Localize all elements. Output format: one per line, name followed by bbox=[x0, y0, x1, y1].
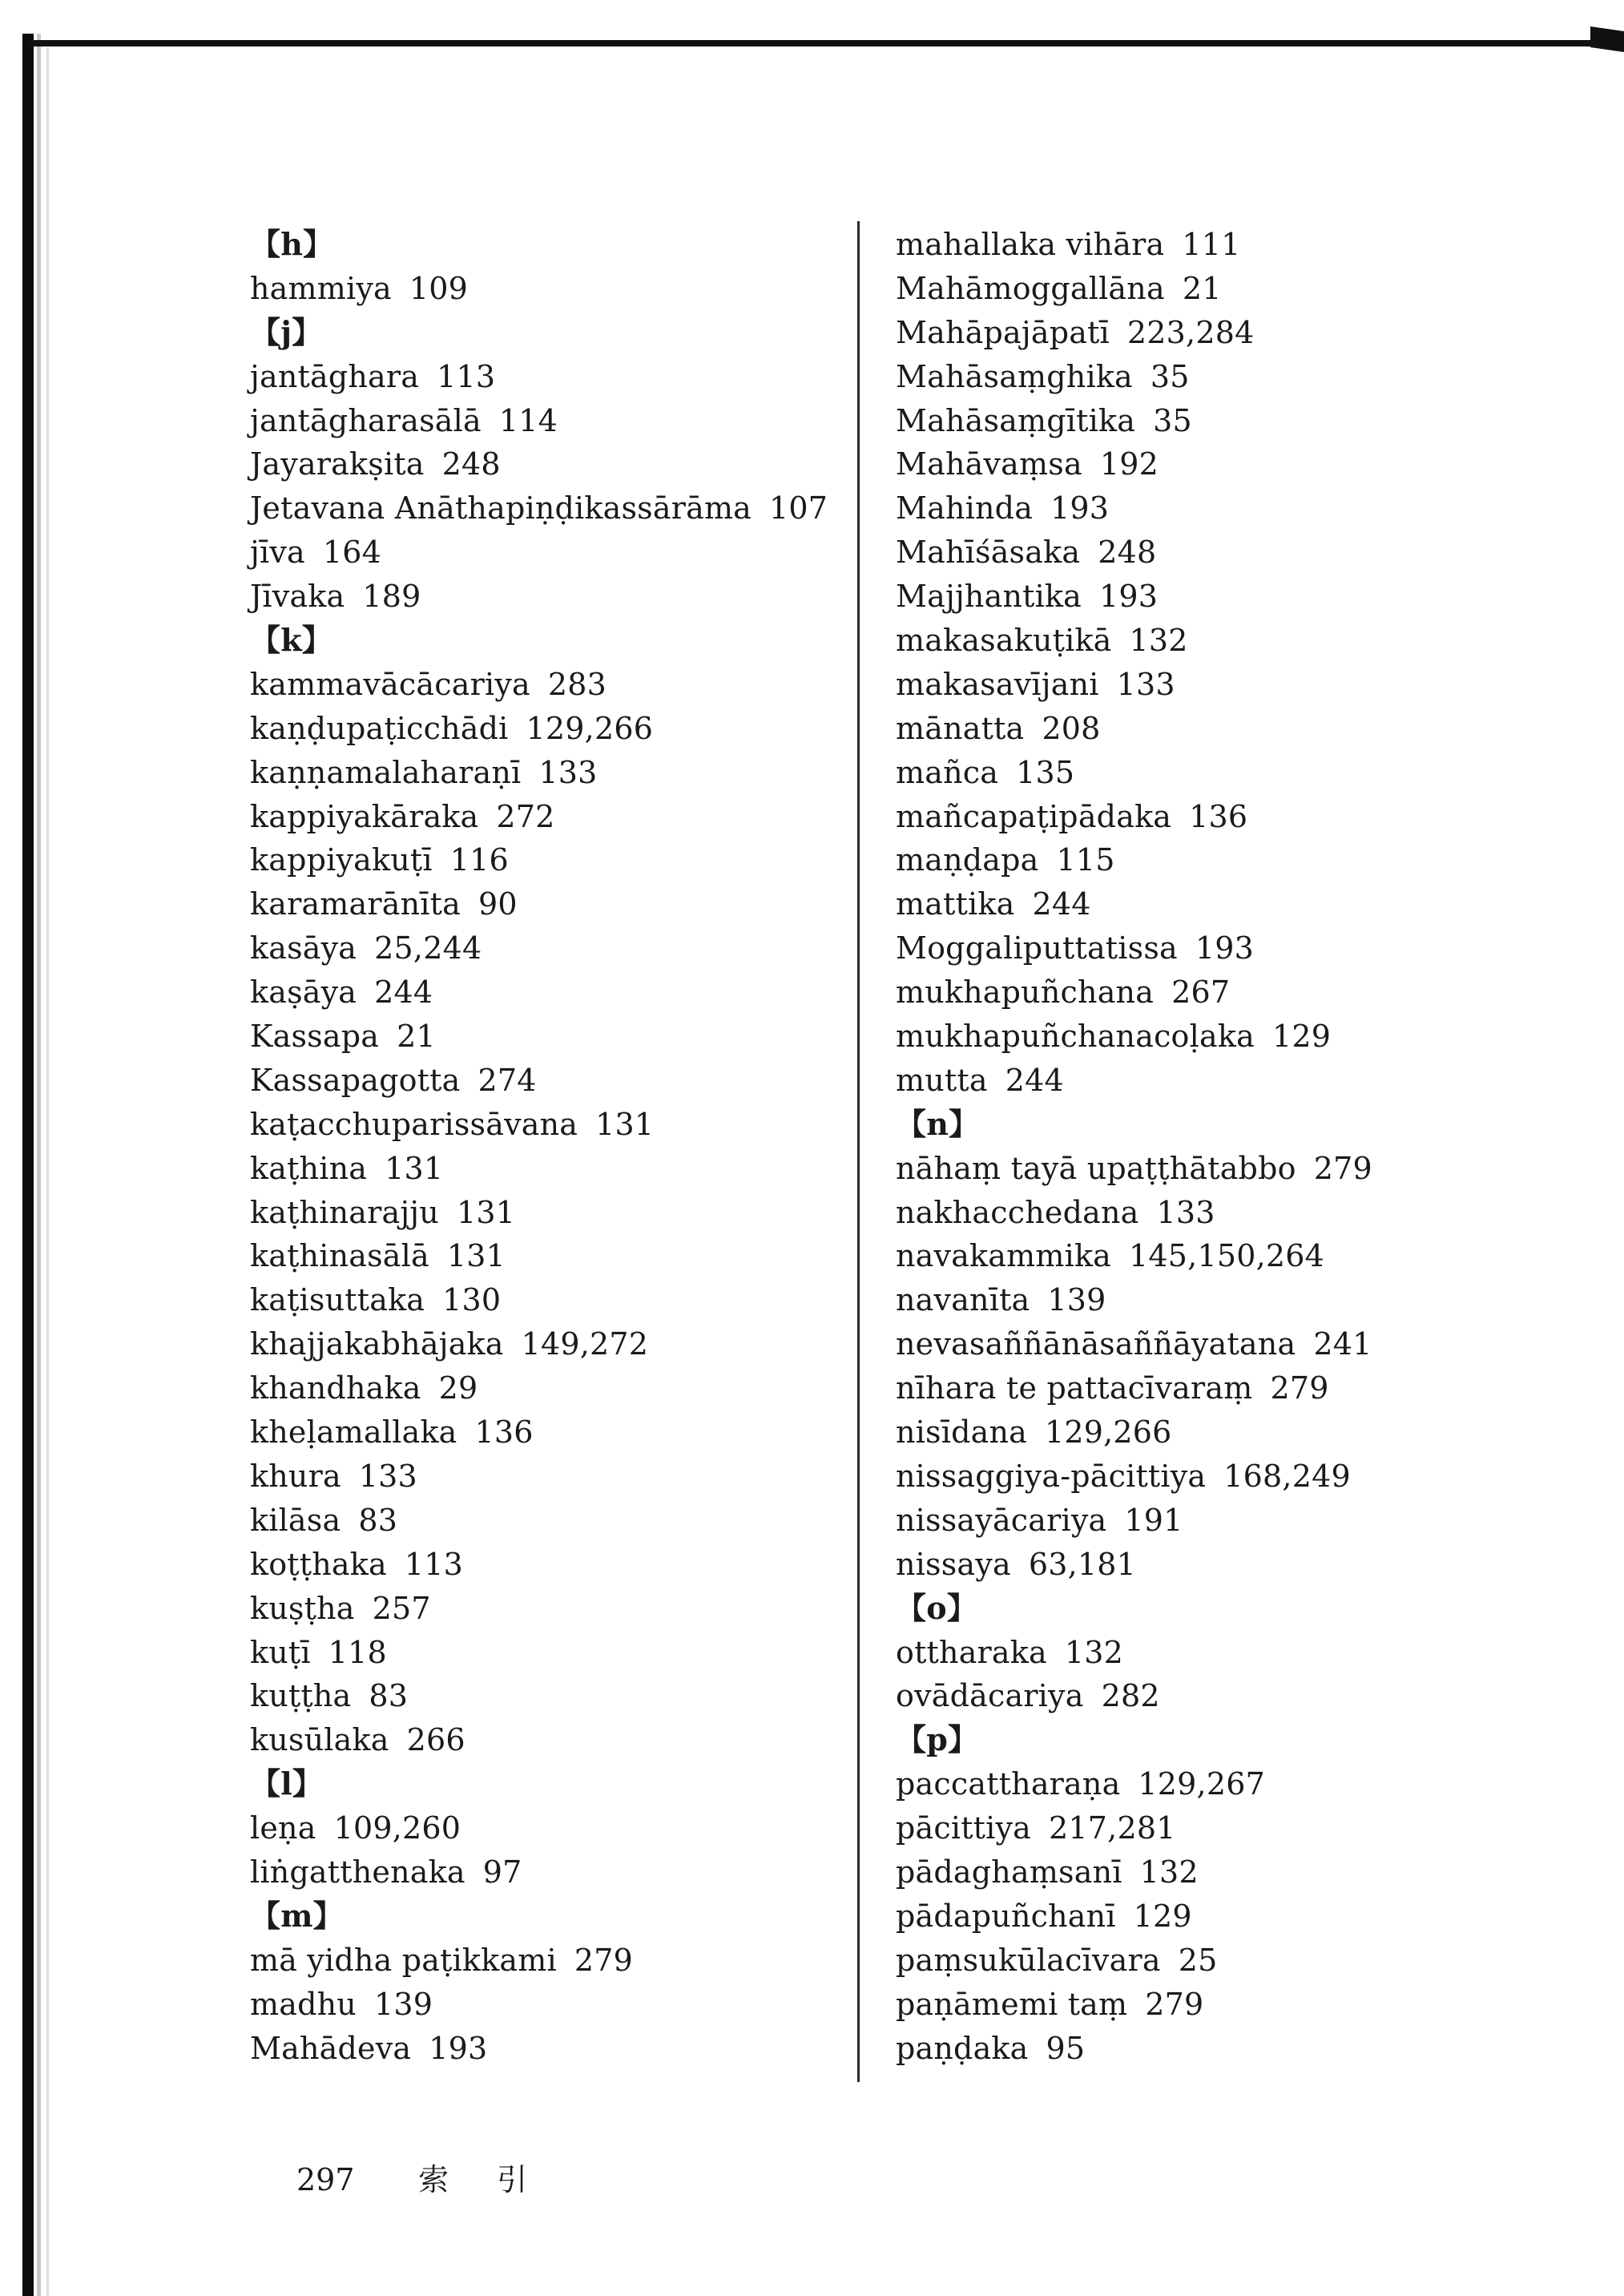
index-page-refs: 133 bbox=[1116, 666, 1175, 702]
index-page-refs: 282 bbox=[1101, 1678, 1160, 1714]
index-entry bbox=[896, 223, 1505, 267]
index-term: kaṭhinasālā bbox=[250, 1238, 429, 1274]
index-term: pādapuñchanī bbox=[896, 1898, 1116, 1934]
index-entry bbox=[896, 1850, 1505, 1895]
index-term: kaṭhina bbox=[250, 1150, 368, 1186]
index-page-refs: 107 bbox=[769, 490, 828, 527]
index-entry bbox=[250, 1278, 859, 1322]
index-term: mukhapuñchana bbox=[896, 974, 1155, 1011]
index-page-refs: 21 bbox=[397, 1019, 436, 1055]
index-entry bbox=[896, 355, 1505, 399]
index-term: ovādācariya bbox=[896, 1678, 1084, 1714]
index-entry bbox=[250, 838, 859, 882]
index-term: nissayācariya bbox=[896, 1502, 1107, 1538]
index-page-refs: 109,260 bbox=[333, 1810, 461, 1846]
index-term: makasakuṭikā bbox=[896, 623, 1112, 659]
index-term: kasāya bbox=[250, 930, 357, 966]
index-entry bbox=[896, 1674, 1505, 1718]
index-term: jantāghara bbox=[250, 358, 420, 394]
index-entry bbox=[250, 1366, 859, 1410]
index-term: Jetavana Anāthapiṇḍikassārāma bbox=[250, 490, 752, 527]
index-entry bbox=[896, 1543, 1505, 1587]
index-term: mañcapaṭipādaka bbox=[896, 798, 1172, 834]
section-letter-heading: 【o】 bbox=[896, 1589, 977, 1626]
index-entry bbox=[896, 1059, 1505, 1103]
index-term: koṭṭhaka bbox=[250, 1546, 387, 1582]
index-term: karamarānīta bbox=[250, 886, 461, 922]
index-page-refs: 129,266 bbox=[1045, 1414, 1172, 1451]
index-page-refs: 193 bbox=[1099, 579, 1159, 615]
index-page-refs: 95 bbox=[1046, 2030, 1086, 2066]
index-term: hammiya bbox=[250, 270, 392, 306]
index-page-refs: 217,281 bbox=[1049, 1810, 1176, 1846]
index-term: mañca bbox=[896, 754, 999, 790]
index-entry bbox=[250, 1322, 859, 1366]
index-term: Mahāvaṃsa bbox=[896, 446, 1082, 482]
section-letter-heading: 【n】 bbox=[896, 1105, 980, 1142]
index-entry bbox=[896, 486, 1505, 531]
index-term: Moggaliputtatissa bbox=[896, 930, 1178, 966]
index-page-refs: 129,266 bbox=[526, 710, 654, 746]
index-page-refs: 279 bbox=[1313, 1150, 1372, 1186]
index-term: nakhacchedana bbox=[896, 1194, 1139, 1230]
index-page-refs: 109 bbox=[409, 270, 469, 306]
index-page-refs: 114 bbox=[498, 402, 558, 438]
index-entry bbox=[896, 2027, 1505, 2071]
index-page-refs: 129 bbox=[1133, 1898, 1192, 1934]
index-entry bbox=[896, 267, 1505, 311]
page-number: 297 bbox=[296, 2162, 355, 2197]
index-page-refs: 168,249 bbox=[1223, 1458, 1351, 1494]
index-term: jīva bbox=[250, 535, 305, 571]
scan-binding-edge-inner bbox=[46, 48, 49, 2296]
index-entry bbox=[250, 1234, 859, 1278]
index-term: mukhapuñchanacoḷaka bbox=[896, 1019, 1255, 1055]
index-term: kaṇḍupaṭicchādi bbox=[250, 710, 509, 746]
index-page-refs: 132 bbox=[1064, 1634, 1123, 1670]
index-entry bbox=[896, 751, 1505, 795]
index-page-refs: 131 bbox=[456, 1194, 516, 1230]
index-term: paṇḍaka bbox=[896, 2030, 1029, 2066]
index-term: liṅgatthenaka bbox=[250, 1854, 465, 1890]
index-entry bbox=[896, 926, 1505, 970]
index-term: kuṣṭha bbox=[250, 1590, 355, 1626]
index-term: Jīvaka bbox=[250, 579, 345, 615]
index-entry bbox=[250, 663, 859, 707]
index-term: mattika bbox=[896, 886, 1015, 922]
index-term: jantāgharasālā bbox=[250, 402, 482, 438]
index-entry bbox=[896, 1806, 1505, 1850]
index-page-refs: 189 bbox=[362, 579, 421, 615]
index-term: nissaya bbox=[896, 1546, 1011, 1582]
index-term: kaṭisuttaka bbox=[250, 1282, 425, 1318]
index-term: navakammika bbox=[896, 1238, 1112, 1274]
index-page-refs: 131 bbox=[446, 1238, 506, 1274]
index-term: nīhara te pattacīvaraṃ bbox=[896, 1370, 1253, 1406]
index-page-refs: 132 bbox=[1139, 1854, 1199, 1890]
index-entry bbox=[896, 1234, 1505, 1278]
index-term: Mahāsaṃghika bbox=[896, 358, 1133, 394]
index-entry bbox=[896, 1499, 1505, 1543]
index-entry bbox=[250, 355, 859, 399]
index-entry bbox=[250, 882, 859, 926]
index-term: pācittiya bbox=[896, 1810, 1032, 1846]
index-term: khajjakabhājaka bbox=[250, 1326, 504, 1362]
index-term: navanīta bbox=[896, 1282, 1030, 1318]
index-page-refs: 115 bbox=[1056, 842, 1115, 878]
index-entry bbox=[250, 1718, 859, 1762]
index-entry bbox=[250, 1587, 859, 1631]
index-entry bbox=[250, 1983, 859, 2027]
index-page-refs: 208 bbox=[1042, 710, 1101, 746]
index-page-refs: 135 bbox=[1016, 754, 1075, 790]
index-entry bbox=[896, 707, 1505, 751]
index-page-refs: 279 bbox=[1270, 1370, 1329, 1406]
index-term: kaṇṇamalaharaṇī bbox=[250, 754, 522, 790]
index-entry bbox=[896, 531, 1505, 575]
index-entry bbox=[896, 1939, 1505, 1983]
index-entry bbox=[250, 486, 859, 531]
scan-binding-shadow bbox=[22, 34, 34, 2296]
index-page-refs: 139 bbox=[373, 1986, 433, 2022]
index-term: ottharaka bbox=[896, 1634, 1047, 1670]
index-entry bbox=[896, 1455, 1505, 1499]
index-page-refs: 29 bbox=[438, 1370, 478, 1406]
index-term: kusūlaka bbox=[250, 1722, 389, 1758]
section-letter-heading: 【m】 bbox=[250, 1897, 344, 1934]
index-entry bbox=[250, 926, 859, 970]
index-entry bbox=[250, 970, 859, 1015]
index-term: paccattharaṇa bbox=[896, 1766, 1121, 1802]
index-page-refs: 113 bbox=[404, 1546, 463, 1582]
index-term: kappiyakuṭī bbox=[250, 842, 433, 878]
index-page-refs: 118 bbox=[328, 1634, 387, 1670]
index-page-refs: 136 bbox=[474, 1414, 534, 1451]
index-page-refs: 223,284 bbox=[1126, 314, 1255, 350]
index-term: Kassapa bbox=[250, 1019, 380, 1055]
index-page-refs: 131 bbox=[595, 1106, 655, 1142]
scan-binding-edge bbox=[37, 34, 41, 2296]
index-term: Jayarakṣita bbox=[250, 446, 425, 482]
index-entry bbox=[250, 399, 859, 443]
index-entry bbox=[250, 1059, 859, 1103]
index-page-refs: 83 bbox=[369, 1678, 409, 1714]
index-entry bbox=[896, 882, 1505, 926]
index-entry bbox=[896, 1322, 1505, 1366]
index-entry bbox=[250, 1455, 859, 1499]
index-term: khandhaka bbox=[250, 1370, 421, 1406]
index-entry bbox=[896, 1983, 1505, 2027]
index-page-refs: 279 bbox=[1145, 1986, 1204, 2022]
index-entry bbox=[250, 1543, 859, 1587]
index-page-refs: 116 bbox=[449, 842, 509, 878]
index-page-refs: 90 bbox=[478, 886, 518, 922]
index-entry bbox=[896, 399, 1505, 443]
index-term: pādaghaṃsanī bbox=[896, 1854, 1122, 1890]
index-term: Mahādeva bbox=[250, 2030, 412, 2066]
index-page-refs: 25,244 bbox=[374, 930, 482, 966]
index-entry bbox=[250, 1103, 859, 1147]
index-page-refs: 192 bbox=[1099, 446, 1159, 482]
index-column-left bbox=[250, 223, 859, 2070]
scan-corner-shadow bbox=[1590, 26, 1624, 52]
index-page-refs: 35 bbox=[1150, 358, 1190, 394]
index-entry bbox=[896, 663, 1505, 707]
index-entry bbox=[250, 575, 859, 619]
index-entry bbox=[250, 2027, 859, 2071]
index-entry bbox=[250, 1631, 859, 1675]
index-page-refs: 111 bbox=[1182, 227, 1241, 262]
index-page-refs: 133 bbox=[1156, 1194, 1215, 1230]
index-page-refs: 193 bbox=[1195, 930, 1255, 966]
index-entry bbox=[896, 1762, 1505, 1806]
index-term: nāhaṃ tayā upaṭṭhātabbo bbox=[896, 1150, 1296, 1186]
index-page-refs: 145,150,264 bbox=[1129, 1238, 1324, 1274]
index-entry bbox=[896, 1410, 1505, 1455]
index-entry bbox=[896, 1366, 1505, 1410]
index-page-refs: 248 bbox=[441, 446, 501, 482]
index-entry bbox=[896, 1278, 1505, 1322]
index-page-refs: 25 bbox=[1178, 1942, 1218, 1978]
index-term: kuṭṭha bbox=[250, 1678, 352, 1714]
section-letter-heading: 【h】 bbox=[250, 226, 334, 262]
scan-top-edge bbox=[29, 40, 1595, 46]
index-entry bbox=[250, 1147, 859, 1191]
index-term: Majjhantika bbox=[896, 579, 1082, 615]
index-entry bbox=[250, 1191, 859, 1235]
column-divider bbox=[857, 221, 860, 2082]
index-term: Mahāsaṃgītika bbox=[896, 402, 1136, 438]
index-page-refs: 133 bbox=[538, 754, 598, 790]
index-entry bbox=[896, 1631, 1505, 1675]
index-term: madhu bbox=[250, 1986, 357, 2022]
index-page-refs: 248 bbox=[1098, 535, 1157, 571]
index-entry bbox=[896, 970, 1505, 1015]
index-entry bbox=[896, 619, 1505, 663]
index-page-refs: 133 bbox=[358, 1458, 417, 1494]
index-page-refs: 244 bbox=[374, 974, 433, 1011]
index-page-refs: 63,181 bbox=[1028, 1546, 1136, 1582]
index-term: mahallaka vihāra bbox=[896, 227, 1165, 262]
index-entry bbox=[896, 1015, 1505, 1059]
index-page-refs: 97 bbox=[482, 1854, 522, 1890]
index-entry bbox=[896, 838, 1505, 882]
index-page-refs: 257 bbox=[372, 1590, 431, 1626]
index-term: khura bbox=[250, 1458, 341, 1494]
index-term: Mahinda bbox=[896, 490, 1034, 527]
index-entry bbox=[250, 267, 859, 311]
index-column-right bbox=[896, 223, 1505, 2070]
index-term: mānatta bbox=[896, 710, 1025, 746]
index-term: mutta bbox=[896, 1062, 988, 1098]
index-entry bbox=[250, 1674, 859, 1718]
section-letter-heading: 【p】 bbox=[896, 1721, 979, 1758]
index-term: kilāsa bbox=[250, 1502, 341, 1538]
index-page-refs: 191 bbox=[1124, 1502, 1183, 1538]
index-page-refs: 35 bbox=[1153, 402, 1192, 438]
index-page-refs: 244 bbox=[1032, 886, 1091, 922]
index-term: paṇāmemi taṃ bbox=[896, 1986, 1128, 2022]
index-term: kammavācācariya bbox=[250, 666, 530, 702]
index-term: makasavījani bbox=[896, 666, 1099, 702]
index-term: Mahīśāsaka bbox=[896, 535, 1081, 571]
running-title: 索引 bbox=[418, 2162, 576, 2197]
index-entry bbox=[896, 442, 1505, 486]
index-term: Mahāpajāpatī bbox=[896, 314, 1110, 350]
index-entry bbox=[250, 442, 859, 486]
index-term: paṃsukūlacīvara bbox=[896, 1942, 1161, 1978]
index-term: mā yidha paṭikkami bbox=[250, 1942, 557, 1978]
index-entry bbox=[896, 795, 1505, 839]
index-entry bbox=[250, 1499, 859, 1543]
index-page-refs: 129 bbox=[1271, 1019, 1332, 1055]
index-term: leṇa bbox=[250, 1810, 316, 1846]
index-page-refs: 193 bbox=[429, 2030, 488, 2066]
index-page-refs: 130 bbox=[442, 1282, 502, 1318]
index-term: Kassapagotta bbox=[250, 1062, 461, 1098]
index-entry bbox=[250, 1015, 859, 1059]
index-entry bbox=[250, 1410, 859, 1455]
index-term: kaṭacchuparissāvana bbox=[250, 1106, 578, 1142]
index-page-refs: 244 bbox=[1005, 1062, 1064, 1098]
index-page-refs: 136 bbox=[1189, 798, 1248, 834]
index-term: kaṣāya bbox=[250, 974, 357, 1011]
index-page-refs: 164 bbox=[322, 535, 381, 571]
index-page-refs: 129,267 bbox=[1138, 1766, 1265, 1802]
index-entry bbox=[250, 1806, 859, 1850]
index-entry bbox=[250, 707, 859, 751]
index-page-refs: 267 bbox=[1171, 974, 1231, 1011]
index-term: maṇḍapa bbox=[896, 842, 1039, 878]
index-term: nissaggiya-pācittiya bbox=[896, 1458, 1207, 1494]
index-page-refs: 131 bbox=[385, 1150, 444, 1186]
index-term: nevasaññānāsaññāyatana bbox=[896, 1326, 1296, 1362]
index-entry bbox=[250, 1939, 859, 1983]
index-page-refs: 139 bbox=[1047, 1282, 1106, 1318]
index-page-refs: 279 bbox=[574, 1942, 633, 1978]
section-letter-heading: 【k】 bbox=[250, 622, 332, 659]
index-page-refs: 272 bbox=[496, 798, 555, 834]
index-entry bbox=[250, 531, 859, 575]
index-page-refs: 132 bbox=[1129, 623, 1188, 659]
index-entry bbox=[896, 575, 1505, 619]
index-term: Mahāmoggallāna bbox=[896, 270, 1165, 306]
index-page-refs: 266 bbox=[406, 1722, 465, 1758]
index-entry bbox=[896, 311, 1505, 355]
index-page-refs: 83 bbox=[358, 1502, 398, 1538]
index-page-refs: 113 bbox=[437, 358, 496, 394]
index-entry bbox=[896, 1147, 1505, 1191]
index-page-refs: 241 bbox=[1313, 1326, 1372, 1362]
index-page-refs: 149,272 bbox=[521, 1326, 649, 1362]
index-page-refs: 283 bbox=[547, 666, 606, 702]
index-page-refs: 21 bbox=[1182, 270, 1222, 306]
index-entry bbox=[250, 795, 859, 839]
index-page-refs: 193 bbox=[1050, 490, 1110, 527]
index-term: kuṭī bbox=[250, 1634, 311, 1670]
section-letter-heading: 【l】 bbox=[250, 1765, 324, 1802]
index-term: kappiyakāraka bbox=[250, 798, 479, 834]
index-term: nisīdana bbox=[896, 1414, 1027, 1451]
index-entry bbox=[896, 1895, 1505, 1939]
index-term: kheḷamallaka bbox=[250, 1414, 457, 1451]
section-letter-heading: 【j】 bbox=[250, 313, 323, 350]
index-entry bbox=[250, 751, 859, 795]
index-entry bbox=[250, 1850, 859, 1895]
index-entry bbox=[896, 1191, 1505, 1235]
page-footer bbox=[296, 2156, 575, 2204]
index-term: kaṭhinarajju bbox=[250, 1194, 439, 1230]
index-page-refs: 274 bbox=[478, 1062, 537, 1098]
